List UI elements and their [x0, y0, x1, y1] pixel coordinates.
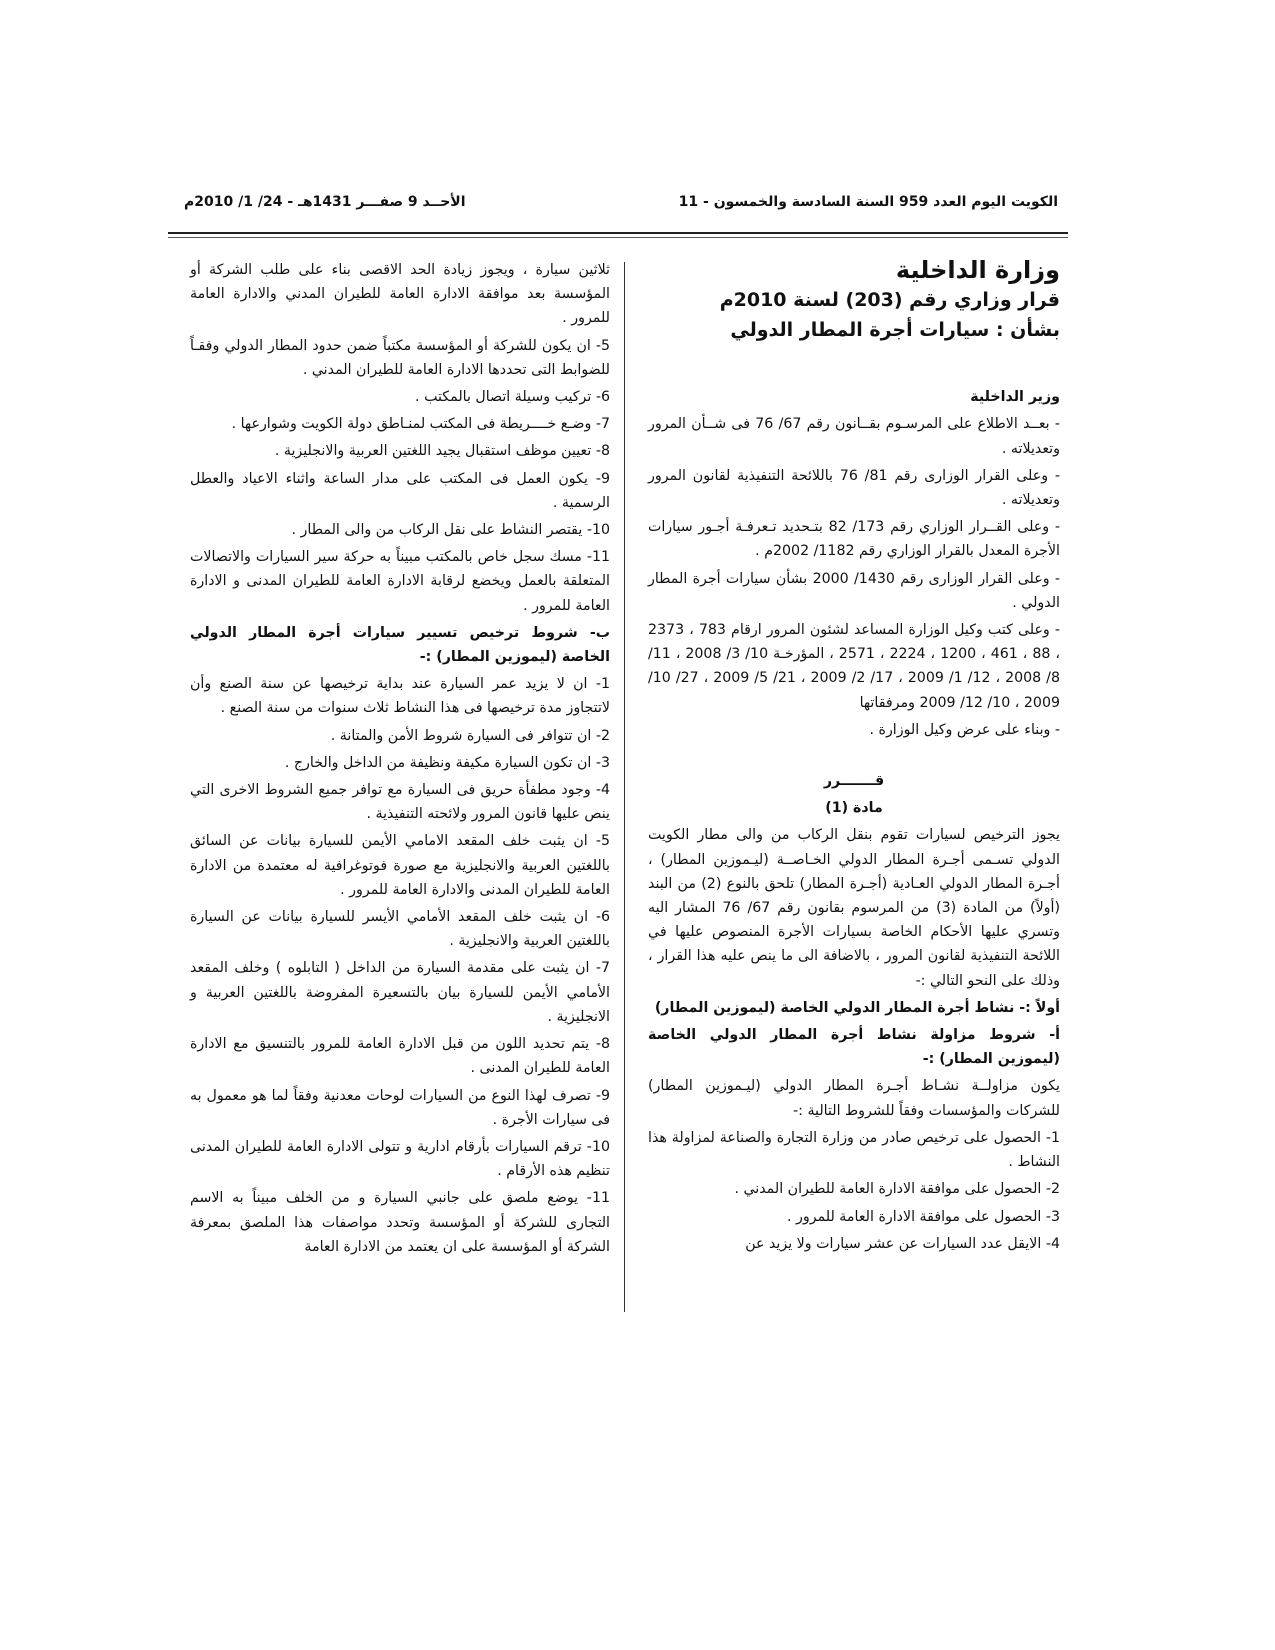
preamble-item: - وعلى القرار الوزارى رقم 81/ 76 باللائحة التنفيذية لقانون المرور وتعديلاته .: [648, 467, 1060, 509]
section-1a-intro: يكون مزاولــة نشـاط أجـرة المطار الدولي (ليـموزين المطار) للشركات والمؤسسات وفقاً للشروط التالية :-: [648, 1078, 1060, 1119]
condition-item: 7- وضـع خــــريطة فى المكتب لمنـاطق دولة الكويت وشوارعها .: [231, 416, 610, 433]
article-1-heading: مادة (1): [825, 800, 883, 817]
condition-item: 11- مسك سجل خاص بالمكتب مبيناً به حركة سير السيارات والاتصالات المتعلقة بالعمل ويخضع لرقابة الادارة العامة للطيران المدنى و الادارة العامة للمرور .: [190, 549, 610, 614]
continuation-text: ثلاثين سيارة ، ويجوز زيادة الحد الاقصى بناء على طلب الشركة أو المؤسسة بعد موافقة الادارة العامة للطيران المدني والادارة العامة للمرور .: [190, 262, 610, 327]
condition-item: 10- يقتصر النشاط على نقل الركاب من والى المطار .: [291, 522, 610, 539]
header-divider-thin: [168, 237, 1068, 238]
right-column: [648, 258, 1060, 1259]
condition-item: 9- يكون العمل فى المكتب على مدار الساعة واثناء الاعياد والعطل الرسمية .: [190, 470, 610, 511]
page-header: [168, 190, 1058, 230]
preamble-item: - وعلى القرار الوزارى رقم 1430/ 2000 بشأن سيارات أجرة المطار الدولي .: [648, 570, 1060, 611]
vehicle-condition-item: 7- ان يثبت على مقدمة السيارة من الداخل ( التابلوه ) وخلف المقعد الأمامي الأيمن للسيارة بيان بالتسعيرة المفروضة باللغتين العربية و الانجليزية .: [190, 960, 610, 1025]
condition-item: 2- الحصول على موافقة الادارة العامة للطيران المدني .: [734, 1181, 1060, 1198]
vehicle-condition-item: 3- ان تكون السيارة مكيفة ونظيفة من الداخل والخارج .: [284, 754, 610, 771]
condition-item: 3- الحصول على موافقة الادارة العامة للمرور .: [787, 1208, 1060, 1225]
preamble-item: - وعلى كتب وكيل الوزارة المساعد لشئون المرور ارقام 783 ، 2373 ، 88 ، 461 ، 1200 ، 2224 ، 2571 ، المؤرخـة 10/ 3/ 2008 ، 11/ 8/ 2008 ، 12/ 1/ 2009 ، 17/ 2/ 2009 ، 21/ 5/ 2009 ، 27/ 10/ 2009 ، 10/ 12/ 2009 ومرفقاتها: [648, 622, 1060, 711]
condition-item: 8- تعيين موظف استقبال يجيد اللغتين العربية والانجليزية .: [274, 443, 610, 460]
decides-heading: قـــــــرر: [823, 773, 885, 790]
preamble-item: - بعــد الاطلاع على المرسـوم بقــانون رقم 67/ 76 فى شــأن المرور وتعديلاته .: [648, 416, 1060, 457]
vehicle-condition-item: 2- ان تتوافر فى السيارة شروط الأمن والمتانة .: [330, 727, 610, 744]
ministry-title: وزارة الداخلية: [895, 256, 1060, 284]
minister-label: وزير الداخلية: [970, 389, 1060, 406]
condition-item: 6- تركيب وسيلة اتصال بالمكتب .: [415, 389, 610, 406]
vehicle-condition-item: 10- ترقم السيارات بأرقام ادارية و تتولى الادارة العامة للطيران المدنى تنظيم هذه الأرقام .: [190, 1138, 610, 1180]
decision-heading: [648, 285, 1060, 345]
header-divider: [168, 232, 1068, 234]
preamble-item: - وعلى القــرار الوزاري رقم 173/ 82 بتـحديد تـعرفـة أجـور سيارات الأجرة المعدل بالقرار الوزاري رقم 1182/ 2002م .: [648, 519, 1060, 560]
vehicle-condition-item: 11- يوضع ملصق على جانبي السيارة و من الخلف مبيناً به الاسم التجارى للشركة أو المؤسسة وتحدد مواصفات هذا الملصق بمعرفة الشركة أو المؤسسة على ان يعتمد من الادارة العامة: [190, 1190, 610, 1255]
header-date: الأحــد 9 صفـــر 1431هـ - 24/ 1/ 2010م: [184, 194, 466, 210]
vehicle-condition-item: 8- يتم تحديد اللون من قبل الادارة العامة للمرور بالتنسيق مع الادارة العامة للطيران المدنى .: [190, 1036, 610, 1077]
vehicle-condition-item: 1- ان لا يزيد عمر السيارة عند بداية ترخيصها عن سنة الصنع وأن لاتتجاوز مدة ترخيصها فى هذا النشاط ثلاث سنوات من سنة الصنع .: [190, 676, 610, 717]
section-1a-heading: أ- شروط مزاولة نشاط أجرة المطار الدولي الخاصة (ليموزين المطار) :-: [648, 1027, 1060, 1068]
preamble-item: - وبناء على عرض وكيل الوزارة .: [869, 721, 1060, 738]
article-1-text: يجوز الترخيص لسيارات تقوم بنقل الركاب من والى مطار الكويت الدولي تسـمى أجـرة المطار الدولي الخـاصــة (ليـموزين المطار) ، أجـرة المطار الدولي العـادية (أجـرة المطار) تلحق بالنوع (2) من البند (أولاً) من المادة (3) من المرسوم بقانون رقم 67/ 76 المشار اليه وتسري عليها الأحكام الخاصة بسيارات الأجرة المنصوص عليها في اللائحة التنفيذية لقانون المرور ، بالاضافة الى ما ينص عليه هذا القرار ، وذلك على النحو التالي :-: [648, 827, 1061, 989]
decision-subject: بشأن : سيارات أجرة المطار الدولي: [730, 319, 1060, 342]
header-issue-info: الكويت اليوم العدد 959 السنة السادسة والخمسون - 11: [678, 194, 1058, 210]
column-divider: [624, 262, 625, 1312]
left-column: [190, 258, 610, 1262]
section-b-heading: ب- شروط ترخيص تسيير سيارات أجرة المطار الدولي الخاصة (ليموزين المطار) :-: [190, 624, 610, 666]
condition-item: 4- الايقل عدد السيارات عن عشر سيارات ولا يزيد عن: [745, 1235, 1060, 1252]
decision-title: قرار وزاري رقم (203) لسنة 2010م: [719, 289, 1060, 312]
condition-item: 5- ان يكون للشركة أو المؤسسة مكتباً ضمن حدود المطار الدولي وفقـاً للضوابط التى تحددها الادارة العامة للطيران المدني .: [190, 337, 610, 378]
vehicle-condition-item: 4- وجود مطفأة حريق فى السيارة مع توافر جميع الشروط الاخرى التي ينص عليها قانون المرور ولائحته التنفيذية .: [190, 782, 610, 823]
condition-item: 1- الحصول على ترخيص صادر من وزارة التجارة والصناعة لمزاولة هذا النشاط .: [648, 1129, 1060, 1171]
section-1-heading: أولاً :- نشاط أجرة المطار الدولي الخاصة (ليموزين المطار): [654, 999, 1060, 1016]
vehicle-condition-item: 9- تصرف لهذا النوع من السيارات لوحات معدنية وفقاً لما هو معمول به فى سيارات الأجرة .: [190, 1087, 610, 1128]
vehicle-condition-item: 6- ان يثبت خلف المقعد الأمامي الأيسر للسيارة بيانات عن السيارة باللغتين العربية والانجليزية .: [190, 909, 610, 950]
vehicle-condition-item: 5- ان يثبت خلف المقعد الامامي الأيمن للسيارة بيانات عن السائق باللغتين العربية والانجليزية مع صورة فوتوغرافية له معتمدة من الادارة العامة للطيران المدنى والادارة العامة للمرور .: [190, 833, 610, 898]
